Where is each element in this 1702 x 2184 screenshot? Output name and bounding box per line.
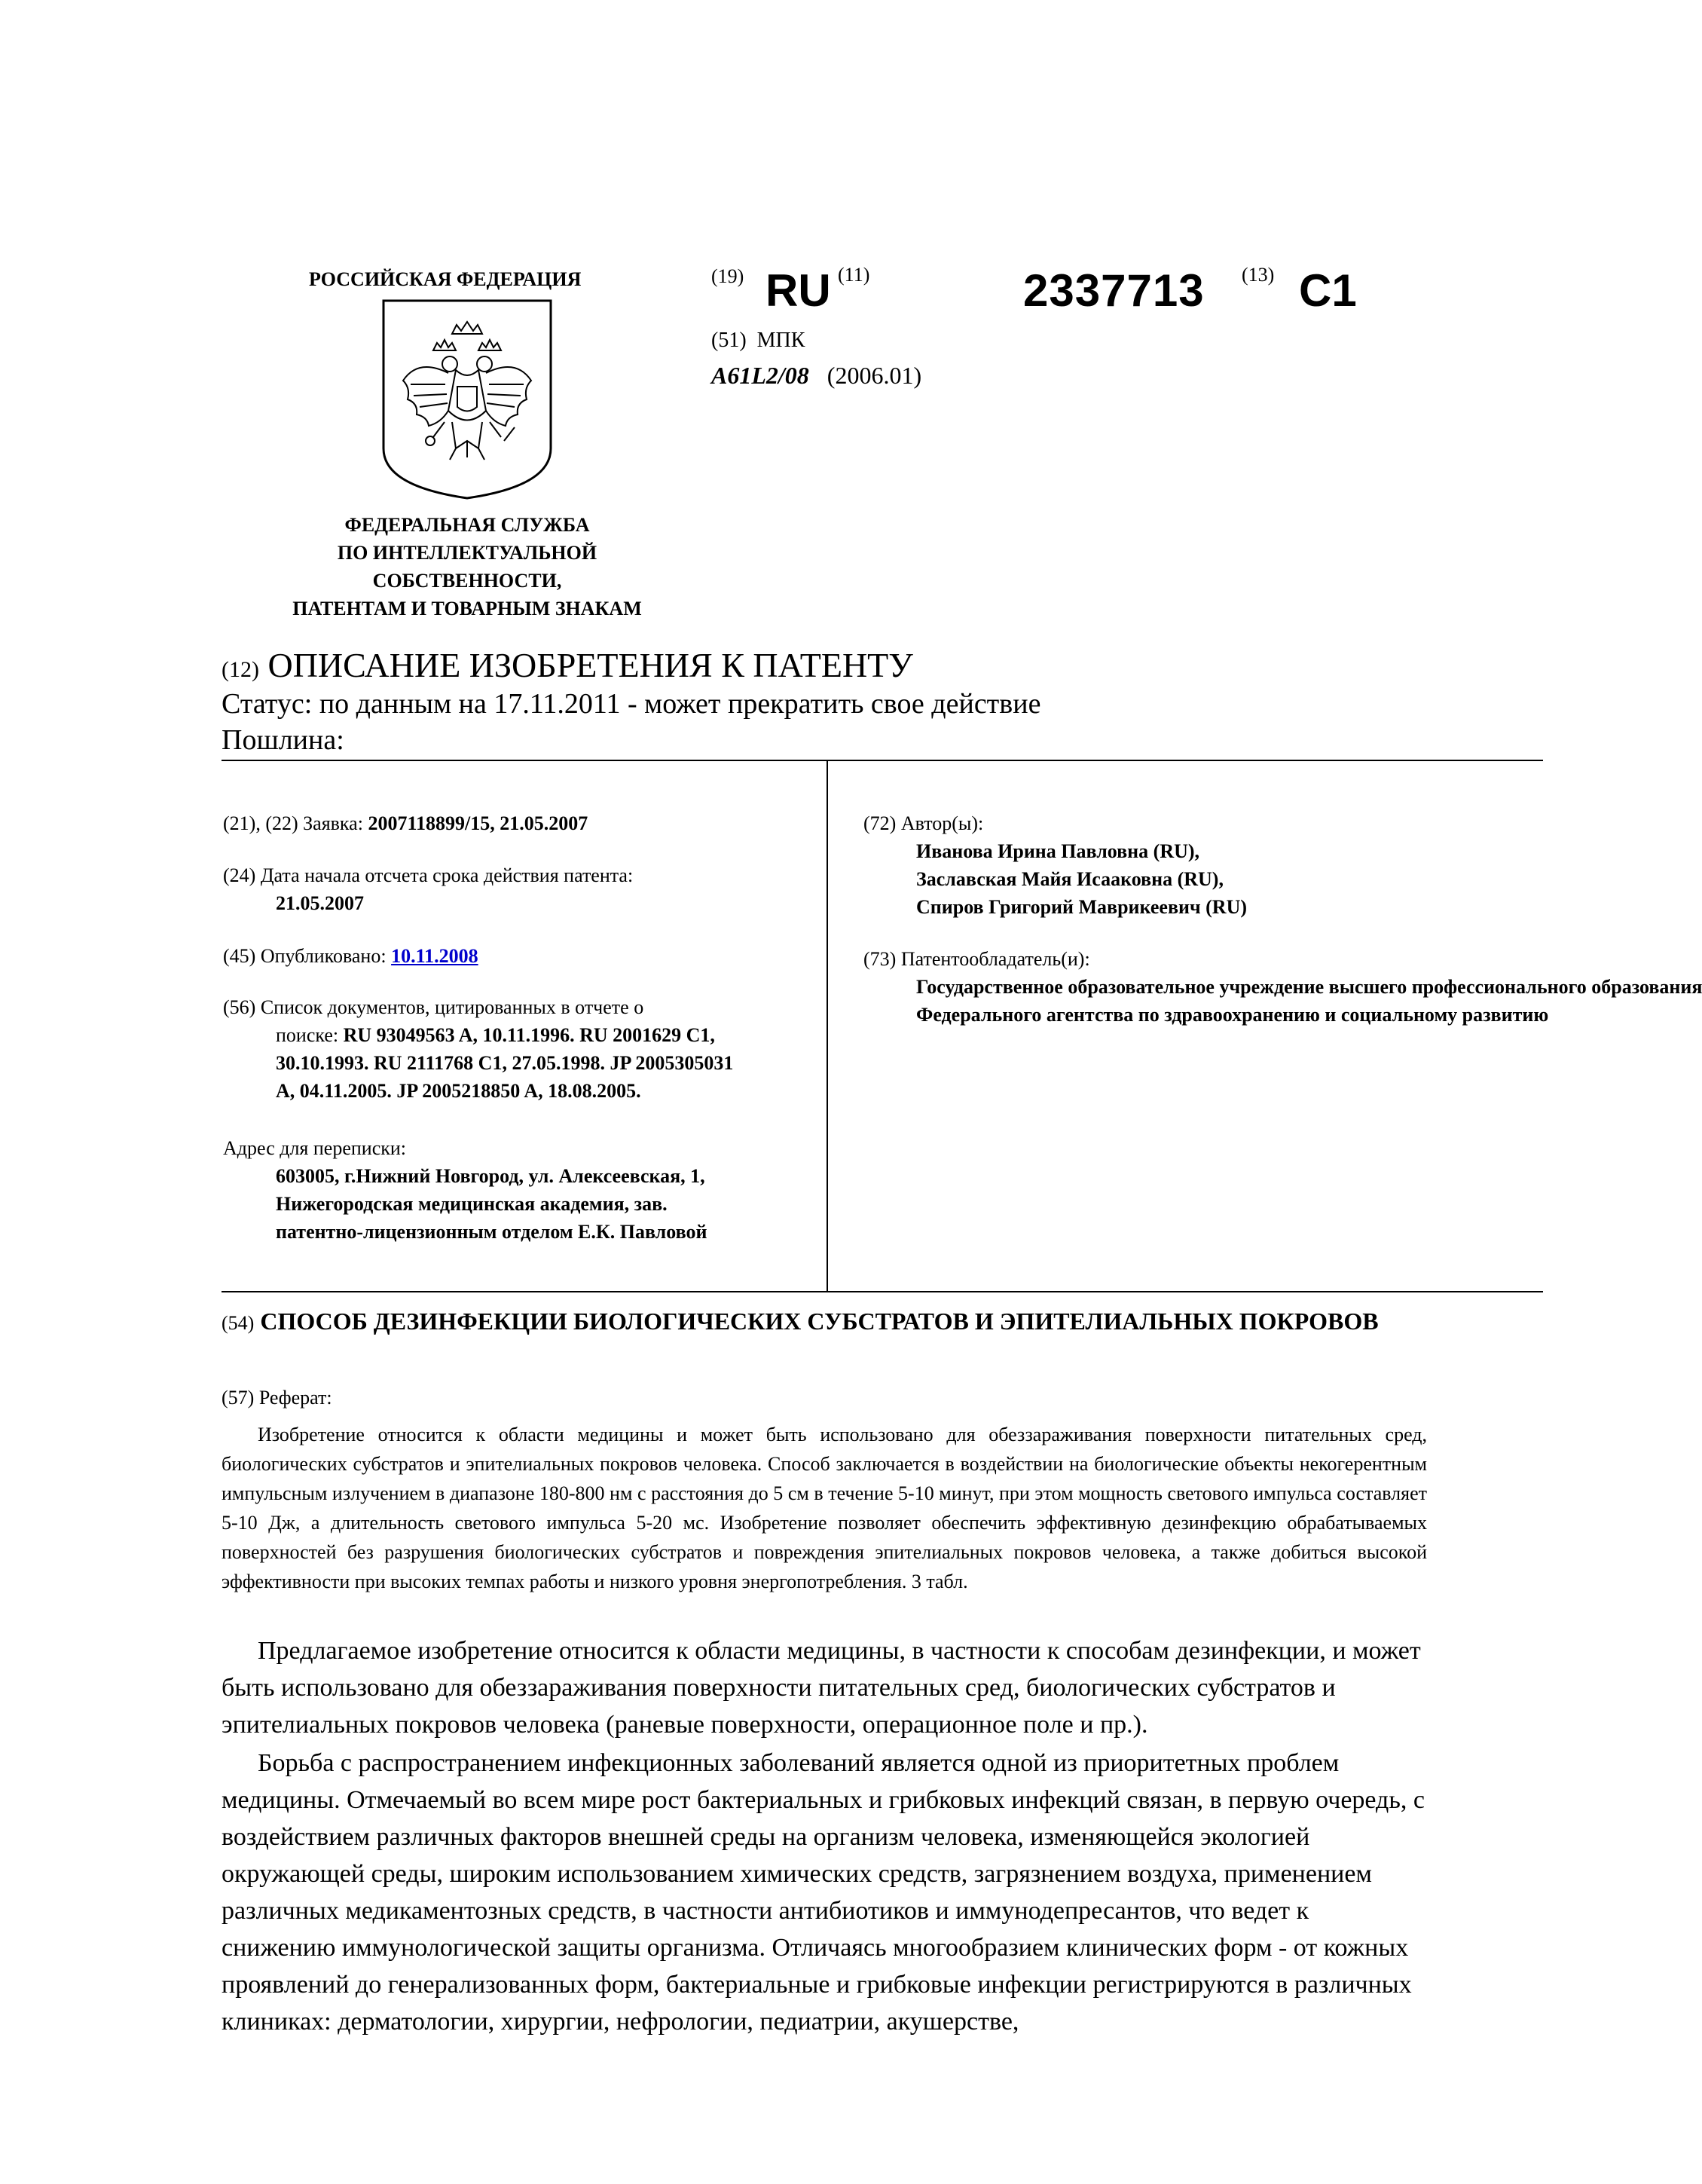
code-12: (12): [222, 657, 259, 682]
owner-line: Федерального агентства по здравоохранению и социальному развитию: [916, 1004, 1549, 1026]
body-paragraph: Предлагаемое изобретение относится к области медицины, в частности к способам дезинфекции, и может быть использовано для обеззараживания поверхности питательных сред, биологических субстратов и эпителиальных покровов человека (раневые поверхности, операционное поле и пр.).: [222, 1637, 1421, 1739]
author-name: Спиров Григорий Маврикеевич (RU): [916, 896, 1248, 918]
body-paragraph: Борьба с распространением инфекционных заболеваний является одной из приоритетных проблем медицины. Отмечаемый во всем мире рост бактериальных и грибковых инфекций связан, в первую очередь, с воздействием различных факторов внешней среды на организм человека, изменяющейся экологией окружающей среды, широким использованием химических средств, загрязнением воздуха, применением различных медикаментозных средств, в частности антибиотиков и иммунодепресантов, что ведет к снижению иммунологической защиты организма. Отличаясь многообразием клинических форм - от кожных проявлений до генерализованных форм, бактериальные и грибковые инфекции регистрируются в различных клиниках: дерматологии, хирургии, нефрологии, педиатрии, акушерстве,: [222, 1749, 1425, 2036]
agency-name: [249, 511, 686, 622]
address-field: [223, 1134, 707, 1246]
code-13: (13): [1242, 264, 1275, 286]
doc-type: ОПИСАНИЕ ИЗОБРЕТЕНИЯ К ПАТЕНТУ: [267, 646, 913, 684]
ipc-code: A61L2/08: [711, 362, 809, 389]
published-date-link[interactable]: 10.11.2008: [391, 945, 478, 967]
cited-value-line: RU 93049563 A, 10.11.1996. RU 2001629 C1,: [343, 1024, 715, 1046]
owner-field: [863, 945, 1702, 1029]
right-biblio-column: [863, 806, 1702, 1289]
author-name: Иванова Ирина Павловна (RU),: [916, 840, 1200, 862]
ipc-line: [711, 362, 921, 390]
table-column-divider: [827, 760, 828, 1292]
code-11: (11): [838, 264, 870, 286]
mpk-label: МПК: [756, 329, 805, 352]
address-line: патентно-лицензионным отделом Е.К. Павловой: [276, 1221, 707, 1243]
published-field: [223, 942, 478, 970]
address-line: 603005, г.Нижний Новгород, ул. Алексеевская, 1,: [276, 1165, 705, 1187]
term-start-value: 21.05.2007: [276, 892, 364, 914]
country-name: РОССИЙСКАЯ ФЕДЕРАЦИЯ: [309, 268, 582, 290]
coat-of-arms-icon: [380, 298, 554, 501]
invention-title-text: СПОСОБ ДЕЗИНФЕКЦИИ БИОЛОГИЧЕСКИХ СУБСТРАТОВ И ЭПИТЕЛИАЛЬНЫХ ПОКРОВОВ: [260, 1308, 1379, 1335]
authors-field: [863, 809, 1247, 921]
agency-line: ПО ИНТЕЛЛЕКТУАЛЬНОЙ: [337, 542, 597, 564]
cited-label-2: поиске:: [276, 1024, 339, 1046]
mpk-line: [711, 329, 805, 353]
ipc-version: (2006.01): [827, 362, 922, 389]
code-54: (54): [222, 1312, 255, 1334]
document-title: [222, 645, 913, 685]
abstract-text: Изобретение относится к области медицины и может быть использовано для обеззараживания поверхности питательных сред, биологических субстратов и эпителиальных покровов человека. Способ заключается в воздействии на биологические объекты некогерентным импульсным излучением в диапазоне 180-800 нм с расстояния до 5 см в течение 5-10 минут, при этом мощность светового импульса составляет 5-10 Дж, а длительность светового импульса 5-20 мс. Изобретение позволяет обеспечить эффективную дезинфекцию обрабатываемых поверхностей без разрушения биологических субстратов и повреждения эпителиальных покровов человека, а также добиться высокой эффективности при высоких темпах работы и низкого уровня энергопотребления. 3 табл.: [222, 1424, 1427, 1592]
agency-line: ФЕДЕРАЛЬНАЯ СЛУЖБА: [344, 514, 590, 536]
address-line: Нижегородская медицинская академия, зав.: [276, 1193, 668, 1215]
cited-value-line: 30.10.1993. RU 2111768 C1, 27.05.1998. JP 2005305031: [276, 1052, 734, 1074]
authors-label: (72) Автор(ы):: [863, 812, 984, 834]
application-value: 2007118899/15, 21.05.2007: [368, 812, 588, 834]
agency-line: ПАТЕНТАМ И ТОВАРНЫМ ЗНАКАМ: [292, 598, 642, 619]
cited-documents-field: [223, 993, 733, 1105]
address-label: Адрес для переписки:: [223, 1137, 407, 1159]
kind-code: C1: [1299, 265, 1357, 316]
patent-number: 2337713: [1023, 265, 1205, 316]
application-label: (21), (22) Заявка:: [223, 812, 363, 834]
invention-title: [222, 1305, 1427, 1339]
author-name: Заславская Майя Исааковна (RU),: [916, 868, 1224, 890]
code-19: (19): [711, 265, 744, 287]
status-line: Статус: по данным на 17.11.2011 - может прекратить свое действие: [222, 688, 1041, 720]
cited-value-line: A, 04.11.2005. JP 2005218850 A, 18.08.2005.: [276, 1080, 641, 1102]
term-start-label: (24) Дата начала отсчета срока действия патента:: [223, 864, 634, 886]
application-field: [223, 809, 588, 837]
code-51: (51): [711, 329, 747, 352]
fee-line: Пошлина:: [222, 724, 344, 756]
agency-line: СОБСТВЕННОСТИ,: [372, 570, 562, 592]
published-label: (45) Опубликовано:: [223, 945, 387, 967]
abstract-label: (57) Реферат:: [222, 1387, 332, 1409]
owner-label: (73) Патентообладатель(и):: [863, 948, 1090, 970]
table-top-rule: [222, 760, 1543, 761]
term-start-field: [223, 861, 633, 917]
cited-label: (56) Список документов, цитированных в отчете о: [223, 996, 644, 1018]
owner-line: Государственное образовательное учреждение высшего профессионального образования: [916, 976, 1702, 998]
table-bottom-rule: [222, 1291, 1543, 1292]
office-code: RU: [765, 265, 831, 316]
